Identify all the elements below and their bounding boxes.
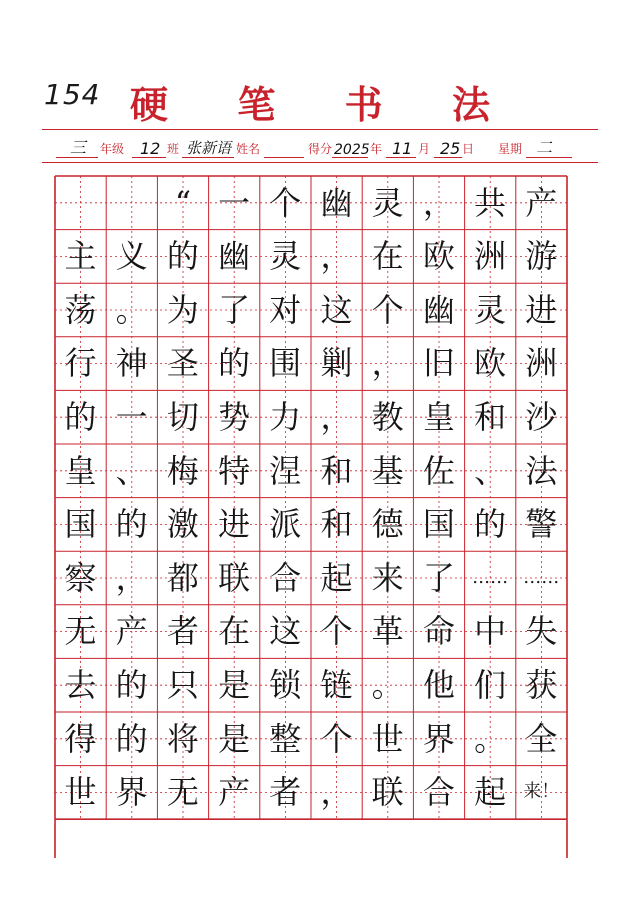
grid-cell-char: 个	[320, 612, 353, 651]
grid-cell-char: 者	[166, 612, 199, 651]
grid-cell-char: ，	[320, 773, 353, 812]
grid-cell-char: ，	[320, 397, 353, 436]
grid-cell-char: 来	[371, 558, 404, 597]
month-label: 月	[418, 142, 431, 156]
grid-cell-char: 的	[115, 505, 148, 544]
grid-cell-char: 为	[166, 290, 199, 329]
day-label: 日	[462, 142, 475, 156]
class-label: 班	[167, 142, 180, 156]
grid-cell-char: 合	[422, 773, 455, 812]
day-value: 25	[440, 139, 461, 158]
grid-cell-char: ……	[472, 566, 509, 588]
grid-cell-char: 涅	[269, 451, 302, 490]
grid-cell-char: 警	[525, 505, 558, 544]
grid-cell-char: 只	[166, 665, 199, 704]
grid-cell-char: 去	[64, 665, 97, 704]
grid-cell-char: 产	[525, 183, 558, 222]
grid-cell-char: 个	[371, 290, 404, 329]
grid-cell-char: 了	[218, 290, 251, 329]
grid-cell-char: ，	[320, 237, 353, 276]
title-char: 硬	[130, 82, 169, 127]
grid-cell-char: ，	[371, 344, 404, 383]
grid-cell-char: 基	[371, 451, 404, 490]
grid-cell-char: 革	[371, 612, 404, 651]
grid-cell-char: 国	[422, 505, 455, 544]
grid-cell-char: 产	[218, 773, 251, 812]
grid-cell-char: 起	[474, 773, 507, 812]
grid-cell-char: 剿	[320, 344, 353, 383]
grid-cell-char: 特	[218, 451, 251, 490]
grid-cell-char: 神	[115, 344, 148, 383]
title-char: 书	[344, 82, 383, 127]
grid-cell-char: 界	[115, 773, 148, 812]
grid-cell-char: 界	[422, 719, 455, 758]
grid-cell-char: 的	[115, 719, 148, 758]
grid-cell-char: 派	[269, 505, 302, 544]
grid-cell-char: 游	[525, 237, 558, 276]
grid-cell-char: 来！	[523, 781, 560, 803]
grid-cell-char: 荡	[64, 290, 97, 329]
weekday-value: 二	[536, 138, 553, 157]
grid-cell-char: 义	[115, 237, 148, 276]
grid-cell-char: 们	[474, 665, 507, 704]
grid-cell-char: 。	[371, 665, 404, 704]
grid-cell-char: 、	[115, 451, 148, 490]
grid-cell-char: 、	[474, 451, 507, 490]
weekday-label: 星期	[498, 142, 523, 156]
grid-cell-char: 起	[320, 558, 353, 597]
grid-cell-char: 皇	[64, 451, 97, 490]
grid-cell-char: 一	[115, 397, 148, 436]
grid-cell-char: 在	[371, 237, 404, 276]
grid-cell-char: 个	[269, 183, 302, 222]
grid-cell-char: 共	[474, 183, 507, 222]
grid-cell-char: 链	[320, 665, 353, 704]
grid-cell-char: 圣	[166, 344, 199, 383]
grid-cell-char: 国	[64, 505, 97, 544]
grid-cell-char: 。	[115, 290, 148, 329]
grid-cell-char: 一	[218, 183, 251, 222]
grid-cell-char: 主	[64, 237, 97, 276]
grid-cell-char: 洲	[525, 344, 558, 383]
grade-label: 年级	[100, 142, 125, 156]
grid-cell-char: 世	[64, 773, 97, 812]
grid-cell-char: 和	[320, 451, 353, 490]
grid-cell-char: 德	[371, 505, 404, 544]
grid-cell-char: 皇	[422, 397, 455, 436]
grid-cell-char: 沙	[525, 397, 558, 436]
grid-cell-char: 了	[422, 558, 455, 597]
grid-cell-char: 力	[269, 397, 302, 436]
grid-cell-char: 者	[269, 773, 302, 812]
grid-cell-char: 和	[320, 505, 353, 544]
grid-cell-char: 整	[269, 719, 302, 758]
grid-cell-char: 全	[525, 719, 558, 758]
grid-cell-char: 命	[422, 612, 455, 651]
grid-cell-char: 的	[166, 237, 199, 276]
grid-cell-char: 的	[218, 344, 251, 383]
grid-cell-char: 洲	[474, 237, 507, 276]
grid-cell-char: 幽	[320, 183, 353, 222]
grid-cell-char: 失	[525, 612, 558, 651]
grid-cell-char: 这	[320, 290, 353, 329]
score-label: 得分	[308, 142, 333, 156]
grid-cell-char: ，	[422, 183, 455, 222]
grid-cell-char: 是	[218, 719, 251, 758]
grid-cell-char: 都	[166, 558, 199, 597]
grid-cell-char	[55, 176, 106, 229]
grid-cell-char: 合	[269, 558, 302, 597]
grid-cell-char: 对	[269, 290, 302, 329]
grid-cell-char: 灵	[269, 237, 302, 276]
grid-cell-char: 幽	[422, 290, 455, 329]
grade-value: 三	[70, 138, 87, 157]
grid-cell-char: 联	[371, 773, 404, 812]
grid-cell-char: 行	[64, 344, 97, 383]
year-value: 2025	[334, 142, 370, 158]
grid-cell-char: 佐	[422, 451, 455, 490]
grid-cell-char: 灵	[371, 183, 404, 222]
grid-cell-char: 他	[422, 665, 455, 704]
grid-cell-char: 欧	[474, 344, 507, 383]
grid-cell-char: 激	[166, 505, 199, 544]
grid-cell-char: 进	[525, 290, 558, 329]
grid-cell-char: 察	[64, 558, 97, 597]
grid-cell-char: 进	[218, 505, 251, 544]
grid-cell-char: 联	[218, 558, 251, 597]
grid-cell-char: 产	[115, 612, 148, 651]
grid-cell-char: 无	[166, 773, 199, 812]
grid-cell-char: 无	[64, 612, 97, 651]
grid-cell-char: 欧	[422, 237, 455, 276]
page-number: 154	[44, 78, 101, 111]
grid-cell-char: 得	[64, 719, 97, 758]
grid-cell-char: 的	[64, 397, 97, 436]
grid-cell-char: 围	[269, 344, 302, 383]
title-char: 法	[451, 82, 490, 127]
grid-cell-char: 势	[218, 397, 251, 436]
grid-cell-char: ，	[115, 558, 148, 597]
grid-cell-char: 。	[474, 719, 507, 758]
grid-cell-char: 和	[474, 397, 507, 436]
grid-cell-char: 幽	[218, 237, 251, 276]
year-label: 年	[370, 142, 383, 156]
grid-cell-char: 锁	[269, 665, 302, 704]
name-label: 姓名	[236, 142, 261, 156]
name-value: 张新语	[186, 139, 232, 157]
title-char: 笔	[237, 82, 276, 127]
grid-cell-char: 将	[166, 719, 199, 758]
grid-cell-char: 这	[269, 612, 302, 651]
grid-cell-char: 在	[218, 612, 251, 651]
grid-cell-char: ……	[523, 566, 560, 588]
grid-cell-char	[106, 176, 157, 229]
grid-cell-char: 梅	[166, 451, 199, 490]
grid-cell-char: 是	[218, 665, 251, 704]
grid-cell-char: 个	[320, 719, 353, 758]
grid-cell-char: “	[174, 183, 192, 222]
grid-cell-char: 世	[371, 719, 404, 758]
grid-cell-char: 教	[371, 397, 404, 436]
month-value: 11	[392, 139, 413, 158]
class-value: 12	[140, 139, 161, 158]
grid-cell-char: 旧	[422, 344, 455, 383]
grid-cell-char: 灵	[474, 290, 507, 329]
grid-cell-char: 中	[474, 612, 507, 651]
grid-cell-char: 切	[166, 397, 199, 436]
grid-cell-char: 获	[525, 665, 558, 704]
grid-cell-char: 法	[525, 451, 558, 490]
grid-cell-char: 的	[115, 665, 148, 704]
grid-cell-char: 的	[474, 505, 507, 544]
